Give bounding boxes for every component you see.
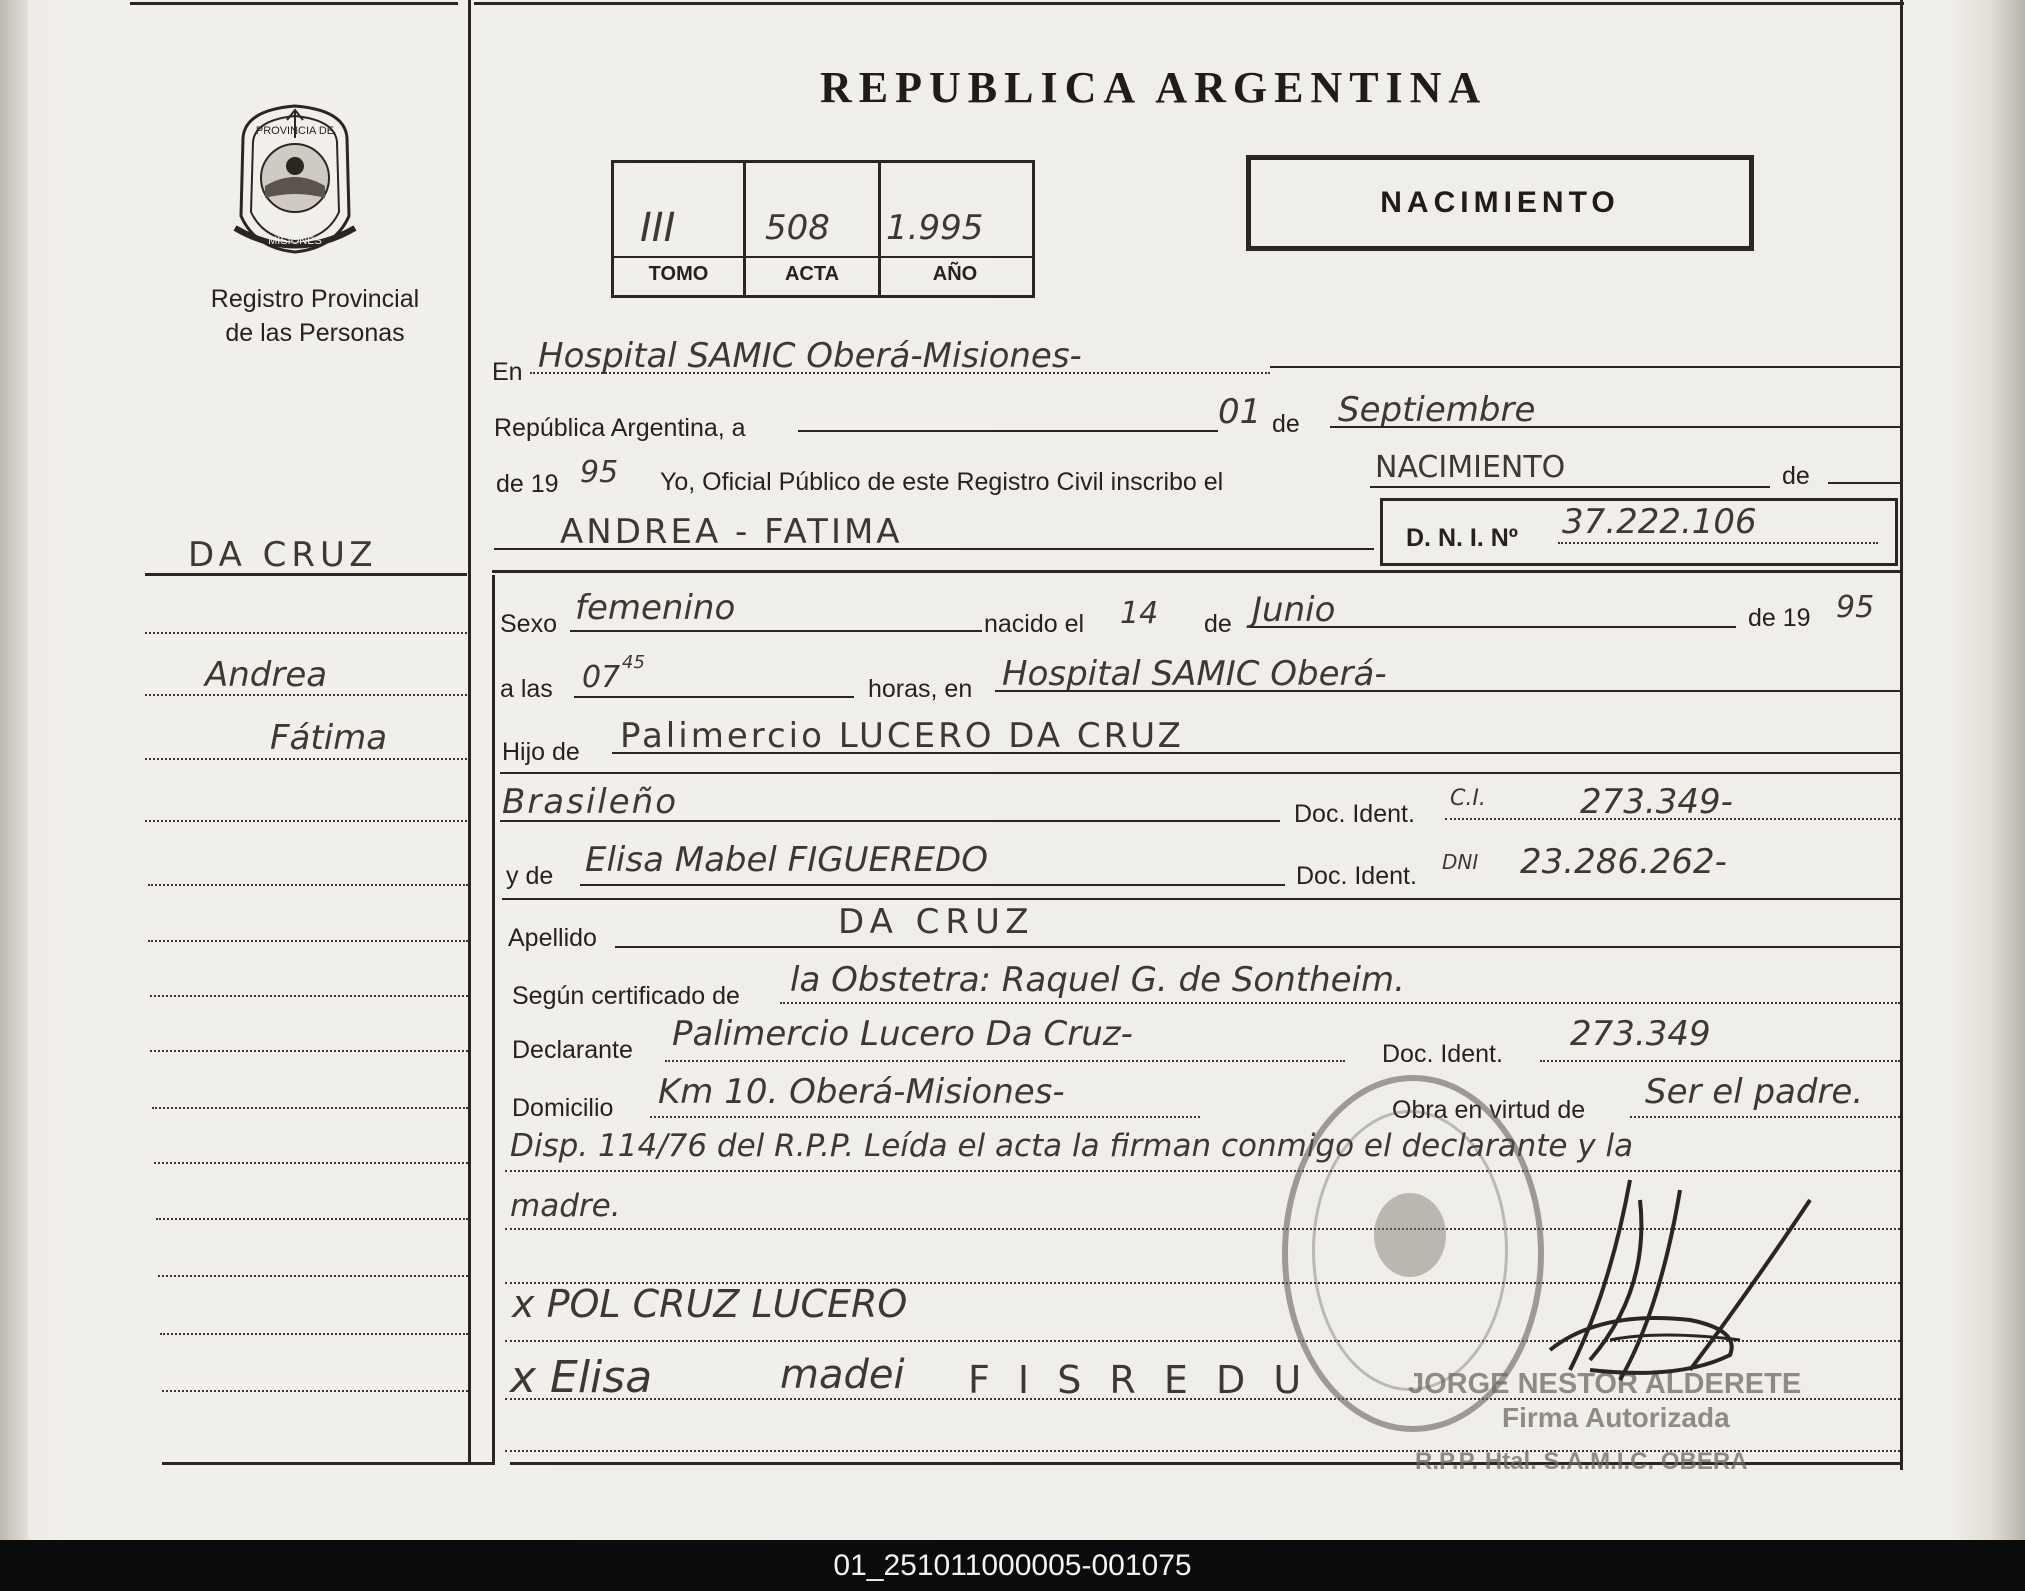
label-de-2: de bbox=[1782, 462, 1810, 490]
value-year-suffix: 95 bbox=[580, 455, 619, 490]
margin-first-name: Andrea bbox=[205, 655, 328, 695]
field-underline bbox=[580, 884, 1285, 886]
label-segun: Según certificado de bbox=[512, 982, 740, 1010]
value-dni: 37.222.106 bbox=[1562, 502, 1757, 542]
label-de: de bbox=[1272, 410, 1300, 438]
margin-dotline bbox=[162, 1390, 468, 1392]
value-notes-line-1: Disp. 114/76 del R.P.P. Leída el acta la firman conmigo el declarante y la bbox=[510, 1128, 1634, 1164]
margin-dotline bbox=[154, 1162, 468, 1164]
column-divider-lower bbox=[492, 575, 495, 1465]
label-de-19: de 19 bbox=[496, 470, 559, 498]
label-doc-ident-3: Doc. Ident. bbox=[1382, 1040, 1503, 1068]
field-underline bbox=[1250, 626, 1736, 628]
label-y-de: y de bbox=[506, 862, 554, 890]
image-id-footer: 01_251011000005-001075 bbox=[0, 1540, 2025, 1591]
signature-mother-3: F I S R E D U bbox=[968, 1358, 1310, 1402]
field-underline bbox=[780, 1002, 1900, 1004]
value-mother-doc: 23.286.262- bbox=[1520, 842, 1727, 882]
label-nacido-el: nacido el bbox=[984, 610, 1085, 638]
margin-dotline bbox=[156, 1218, 468, 1220]
field-underline bbox=[612, 752, 1900, 754]
value-day: 01 bbox=[1218, 392, 1262, 432]
value-minutes: 45 bbox=[622, 652, 645, 673]
margin-dotline bbox=[145, 820, 467, 822]
stamp-role: Firma Autorizada bbox=[1502, 1402, 1730, 1433]
value-birth-day: 14 bbox=[1120, 596, 1159, 631]
stamp-office: R.P.P. Htal. S.A.M.I.C. OBERA bbox=[1415, 1448, 1748, 1475]
value-reason: Ser el padre. bbox=[1645, 1072, 1864, 1112]
field-underline bbox=[995, 690, 1900, 692]
value-birth-month: Junio bbox=[1252, 590, 1336, 630]
value-birth-place: Hospital SAMIC Oberá- bbox=[1002, 654, 1387, 694]
section-rule bbox=[502, 898, 1900, 900]
registry-name bbox=[165, 282, 465, 350]
stamp-emblem-icon bbox=[1370, 1190, 1450, 1280]
signature-father: x POL CRUZ LUCERO bbox=[512, 1282, 908, 1326]
right-border bbox=[1900, 0, 1903, 1470]
value-act-type: NACIMIENTO bbox=[1375, 450, 1566, 485]
field-underline bbox=[530, 372, 1270, 374]
top-rule-right bbox=[474, 2, 1904, 5]
field-underline bbox=[1445, 818, 1900, 820]
field-underline bbox=[798, 430, 1218, 432]
label-horas-en: horas, en bbox=[868, 675, 973, 703]
registry-line-1: Registro Provincial bbox=[210, 285, 420, 313]
tomo-label: TOMO bbox=[648, 263, 709, 285]
margin-dotline bbox=[150, 995, 468, 997]
signature-mother: x Elisa bbox=[510, 1352, 653, 1403]
value-mother-doc-type: DNI bbox=[1442, 850, 1479, 874]
field-underline bbox=[650, 1116, 1200, 1118]
field-underline bbox=[1370, 486, 1770, 488]
value-notes-line-2: madre. bbox=[510, 1188, 621, 1224]
margin-dotline bbox=[145, 694, 467, 696]
value-declarant: Palimercio Lucero Da Cruz- bbox=[672, 1014, 1133, 1054]
field-underline bbox=[615, 946, 1900, 948]
registry-line-2: de las Personas bbox=[225, 319, 405, 347]
label-apellido: Apellido bbox=[508, 924, 597, 952]
field-underline bbox=[494, 548, 1374, 550]
column-divider bbox=[468, 0, 471, 1465]
field-underline bbox=[500, 820, 1280, 822]
field-underline bbox=[665, 1060, 1345, 1062]
label-yo-oficial: Yo, Oficial Público de este Registro Civil inscribo el bbox=[660, 468, 1224, 496]
value-sex: femenino bbox=[575, 588, 736, 628]
label-obra: Obra en virtud de bbox=[1392, 1096, 1586, 1124]
label-a-las: a las bbox=[500, 675, 553, 703]
value-father: Palimercio LUCERO DA CRUZ bbox=[620, 716, 1184, 756]
label-de-1995: de 19 bbox=[1748, 604, 1811, 632]
label-hijo-de: Hijo de bbox=[502, 738, 580, 766]
field-underline bbox=[574, 696, 854, 698]
label-de-3: de bbox=[1204, 610, 1232, 638]
label-sexo: Sexo bbox=[500, 610, 557, 638]
value-place: Hospital SAMIC Oberá-Misiones- bbox=[538, 336, 1082, 376]
acta-value: 508 bbox=[765, 208, 830, 248]
book-spine bbox=[0, 0, 28, 1540]
value-mother: Elisa Mabel FIGUEREDO bbox=[585, 840, 989, 880]
acta-label: ACTA bbox=[784, 263, 840, 285]
field-underline bbox=[1630, 1116, 1900, 1118]
value-birth-year-suffix: 95 bbox=[1836, 590, 1875, 625]
margin-dotline bbox=[150, 1050, 468, 1052]
margin-dotline bbox=[148, 884, 468, 886]
province-seal-icon bbox=[225, 98, 365, 258]
section-rule bbox=[500, 772, 1900, 774]
top-rule-left bbox=[130, 2, 458, 5]
value-father-nationality: Brasileño bbox=[502, 782, 679, 822]
field-underline bbox=[1330, 426, 1900, 428]
margin-bottom-rule bbox=[162, 1462, 492, 1465]
margin-surname-rule bbox=[145, 573, 467, 576]
label-declarante: Declarante bbox=[512, 1036, 633, 1064]
value-father-doc: 273.349- bbox=[1580, 782, 1733, 822]
official-signature-icon bbox=[1510, 1170, 1830, 1400]
margin-dotline bbox=[152, 1107, 468, 1109]
field-underline bbox=[1540, 1060, 1900, 1062]
document-type-box: NACIMIENTO bbox=[1246, 155, 1754, 251]
value-father-doc-type: C.I. bbox=[1450, 786, 1486, 811]
tomo-value: III bbox=[640, 205, 676, 251]
value-address: Km 10. Oberá-Misiones- bbox=[658, 1072, 1065, 1112]
margin-dotline bbox=[145, 632, 467, 634]
value-surname: DA CRUZ bbox=[838, 902, 1035, 942]
field-underline bbox=[570, 630, 982, 632]
field-underline bbox=[1270, 366, 1900, 368]
seal-text-bottom: MISIONES bbox=[268, 235, 322, 247]
margin-dotline bbox=[145, 758, 467, 760]
volume-table-row-rule bbox=[611, 256, 1032, 258]
value-declarant-doc: 273.349 bbox=[1570, 1014, 1711, 1054]
margin-dotline bbox=[148, 940, 468, 942]
country-title: REPUBLICA ARGENTINA bbox=[820, 63, 1488, 112]
ano-label: AÑO bbox=[932, 263, 978, 285]
label-republica: República Argentina, a bbox=[494, 414, 746, 442]
margin-second-name: Fátima bbox=[270, 718, 388, 758]
label-dni: D. N. I. Nº bbox=[1406, 524, 1518, 552]
stamp-officer: JORGE NESTOR ALDERETE bbox=[1408, 1368, 1802, 1400]
value-names: ANDREA - FATIMA bbox=[560, 512, 903, 552]
signature-mother-2: madei bbox=[780, 1352, 905, 1398]
section-rule bbox=[492, 570, 1900, 573]
margin-dotline bbox=[160, 1333, 468, 1335]
value-month: Septiembre bbox=[1338, 390, 1536, 430]
label-domicilio: Domicilio bbox=[512, 1094, 614, 1122]
label-doc-ident: Doc. Ident. bbox=[1294, 800, 1415, 828]
margin-surname: DA CRUZ bbox=[188, 535, 378, 575]
field-underline bbox=[1558, 542, 1878, 544]
label-en: En bbox=[492, 358, 523, 386]
field-underline bbox=[1828, 482, 1900, 484]
value-certificate: la Obstetra: Raquel G. de Sontheim. bbox=[790, 960, 1405, 1000]
margin-dotline bbox=[158, 1275, 468, 1277]
ano-value: 1.995 bbox=[886, 208, 984, 248]
seal-text-top: PROVINCIA DE bbox=[255, 125, 335, 137]
label-doc-ident-2: Doc. Ident. bbox=[1296, 862, 1417, 890]
value-hour: 07 bbox=[582, 660, 621, 695]
